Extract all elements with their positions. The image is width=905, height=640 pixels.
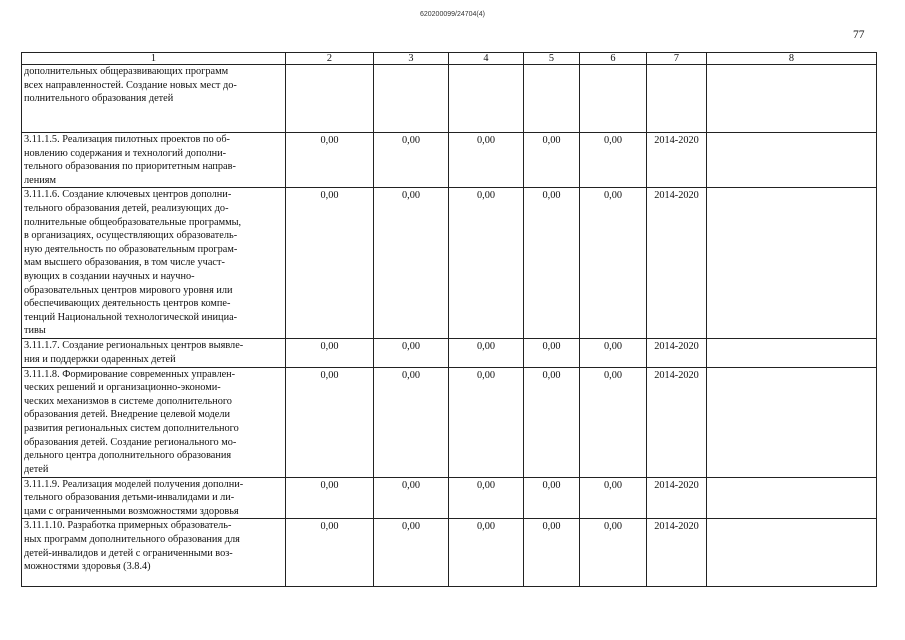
funding-value — [449, 65, 524, 133]
measure-description — [22, 477, 286, 519]
description-line: ных программ дополнительного образования для — [24, 533, 240, 545]
period-cell: 2014-2020 — [647, 188, 707, 339]
funding-value: 0,00 — [374, 367, 449, 477]
description-line: детей-инвалидов и детей с ограниченными воз- — [24, 547, 233, 559]
description-line: можностями здоровья (3.8.4) — [24, 561, 151, 573]
funding-value: 0,00 — [374, 339, 449, 367]
period-cell: 2014-2020 — [647, 519, 707, 587]
description-line: ческих механизмов в системе дополнительного — [24, 395, 232, 407]
period-cell: 2014-2020 — [647, 133, 707, 188]
funding-value: 0,00 — [449, 188, 524, 339]
column-header: 6 — [580, 53, 647, 65]
description-line: тельного образования детей, реализующих до- — [24, 202, 229, 214]
period-cell: 2014-2020 — [647, 477, 707, 519]
funding-value: 0,00 — [374, 133, 449, 188]
funding-value: 0,00 — [286, 519, 374, 587]
description-line: новлению содержания и технологий дополни- — [24, 147, 227, 159]
column-header: 5 — [524, 53, 580, 65]
funding-value — [580, 65, 647, 133]
description-line: 3.11.1.10. Разработка примерных образователь- — [24, 520, 232, 532]
funding-value: 0,00 — [449, 339, 524, 367]
description-line: дельного центра дополнительного образования — [24, 450, 232, 462]
table-row — [22, 188, 877, 339]
description-line: 3.11.1.5. Реализация пилотных проектов по об- — [24, 134, 230, 145]
funding-value: 0,00 — [580, 133, 647, 188]
funding-value: 0,00 — [374, 188, 449, 339]
description-line: ческих решений и организационно-экономи- — [24, 382, 221, 394]
description-line: 3.11.1.7. Создание региональных центров выявле- — [24, 340, 244, 352]
column-header: 3 — [374, 53, 449, 65]
funding-value — [286, 65, 374, 133]
table-row — [22, 339, 877, 367]
note-cell — [707, 519, 877, 587]
table-row — [22, 477, 877, 519]
description-line: полнительные общеобразовательные программы, — [24, 216, 242, 228]
document-id: 620200099/24704(4) — [419, 11, 485, 18]
period-cell: 2014-2020 — [647, 367, 707, 477]
description-line: полнительного образования детей — [24, 93, 174, 105]
note-cell — [707, 339, 877, 367]
description-line: 3.11.1.6. Создание ключевых центров дополни- — [24, 189, 232, 201]
description-line: образовательных центров мирового уровня или — [24, 284, 233, 296]
note-cell — [707, 188, 877, 339]
description-line: образования детей. Создание регионального мо- — [24, 436, 237, 448]
column-header: 8 — [707, 53, 877, 65]
page-number: 77 — [853, 29, 865, 41]
description-line: лениям — [24, 174, 56, 186]
measure-description — [22, 339, 286, 367]
funding-value: 0,00 — [524, 133, 580, 188]
table-row — [22, 367, 877, 477]
description-line: тельного образования по приоритетным направ- — [24, 161, 236, 173]
note-cell — [707, 367, 877, 477]
note-cell — [707, 477, 877, 519]
column-header-row — [22, 53, 877, 65]
funding-value: 0,00 — [286, 477, 374, 519]
description-line: тельного образования детьми-инвалидами и ли- — [24, 492, 235, 504]
funding-value: 0,00 — [580, 188, 647, 339]
description-line: тенций Национальной технологической инициа- — [24, 311, 238, 323]
funding-value: 0,00 — [449, 367, 524, 477]
measure-description — [22, 65, 286, 133]
funding-value: 0,00 — [524, 188, 580, 339]
funding-value: 0,00 — [580, 367, 647, 477]
description-line: в организациях, осуществляющих образователь- — [24, 230, 238, 242]
description-line: ную деятельность по образовательным програм- — [24, 243, 238, 255]
funding-value: 0,00 — [286, 188, 374, 339]
description-line: ния и поддержки одаренных детей — [24, 353, 176, 365]
table-row — [22, 133, 877, 188]
budget-table — [21, 52, 877, 587]
funding-value: 0,00 — [524, 367, 580, 477]
measure-description — [22, 519, 286, 587]
description-line: всех направленностей. Создание новых мест до- — [24, 79, 237, 91]
funding-value: 0,00 — [374, 477, 449, 519]
description-line: обеспечивающих деятельность центров компе- — [24, 298, 231, 310]
description-line: мам высшего образования, в том числе участ- — [24, 257, 225, 269]
period-cell: 2014-2020 — [647, 339, 707, 367]
funding-value: 0,00 — [524, 519, 580, 587]
description-line: вующих в создании научных и научно- — [24, 270, 195, 282]
column-header: 1 — [22, 53, 286, 65]
funding-value: 0,00 — [286, 367, 374, 477]
funding-value: 0,00 — [286, 339, 374, 367]
funding-value: 0,00 — [449, 477, 524, 519]
funding-value — [524, 65, 580, 133]
funding-value: 0,00 — [449, 519, 524, 587]
description-line: дополнительных общеразвивающих программ — [24, 66, 229, 77]
description-line: цами с ограниченными возможностями здоровья — [24, 505, 239, 517]
funding-value: 0,00 — [580, 519, 647, 587]
column-header: 2 — [286, 53, 374, 65]
period-cell — [647, 65, 707, 133]
measure-description — [22, 133, 286, 188]
column-header: 4 — [449, 53, 524, 65]
measure-description — [22, 188, 286, 339]
table-row — [22, 519, 877, 587]
funding-value — [374, 65, 449, 133]
funding-value: 0,00 — [524, 339, 580, 367]
description-line: детей — [24, 463, 49, 475]
funding-value: 0,00 — [374, 519, 449, 587]
funding-value: 0,00 — [580, 477, 647, 519]
description-line: 3.11.1.9. Реализация моделей получения дополни- — [24, 478, 244, 490]
measure-description — [22, 367, 286, 477]
column-header: 7 — [647, 53, 707, 65]
description-line: развития региональных систем дополнительного — [24, 422, 239, 434]
funding-value: 0,00 — [286, 133, 374, 188]
funding-value: 0,00 — [580, 339, 647, 367]
table-row — [22, 65, 877, 133]
note-cell — [707, 133, 877, 188]
description-line: 3.11.1.8. Формирование современных управлен- — [24, 368, 236, 380]
note-cell — [707, 65, 877, 133]
description-line: образования детей. Внедрение целевой модели — [24, 409, 231, 421]
description-line: тивы — [24, 325, 46, 337]
funding-value: 0,00 — [449, 133, 524, 188]
funding-value: 0,00 — [524, 477, 580, 519]
